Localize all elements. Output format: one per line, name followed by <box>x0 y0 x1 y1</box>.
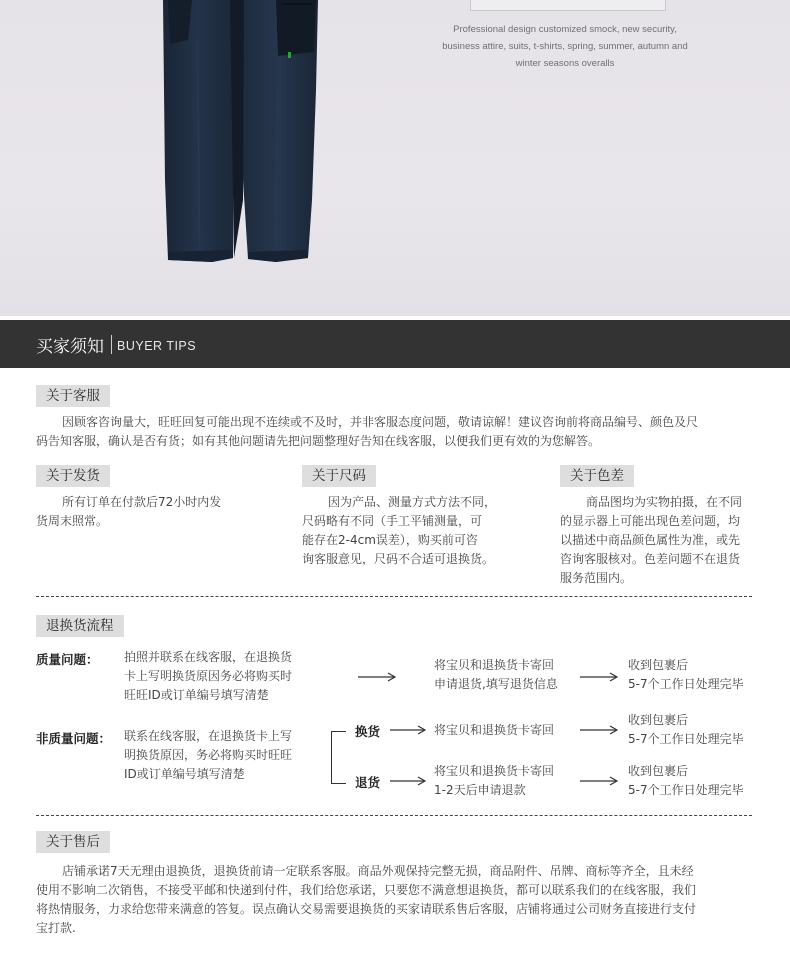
color-difference-line: 商品图均为实物拍摄，在不同 <box>586 495 743 509</box>
description-line: Professional design customized smock, new security, <box>453 24 677 35</box>
size-label: 关于尺码 <box>302 465 376 487</box>
shipping-line: 货周末照常。 <box>36 514 109 528</box>
quality-step2-line: 申请退货,填写退货信息 <box>434 677 558 691</box>
refund-step-processing <box>628 762 756 800</box>
arrow-right-icon <box>390 775 430 787</box>
quality-step-processing <box>628 656 756 694</box>
exchange-step3-line: 收到包裹后 <box>628 713 689 727</box>
quality-step3-line: 收到包裹后 <box>628 658 689 672</box>
non-quality-issue-desc <box>124 727 314 784</box>
product-image <box>0 0 790 316</box>
tips-subtitle: BUYER TIPS <box>117 339 197 353</box>
quality-desc-line: 拍照并联系在线客服，在退换货 <box>124 650 293 664</box>
after-sales-line: 使用不影响二次销售，不接受平邮和快递到付件，我们给您承诺，只要您不满意想退换货，都可以联系我们的在线客服，我们 <box>36 883 697 897</box>
buyer-tips-header <box>0 320 790 368</box>
returns-process-label: 退换货流程 <box>36 615 124 637</box>
after-sales-line: 将热情服务，力求给您带来满意的答复。误点确认交易需要退换货的买家请联系售后客服，店铺将通过公司财务直接进行支付 <box>36 902 697 916</box>
size-line: 尺码略有不同（手工平铺测量，可 <box>302 514 483 528</box>
quality-step2-line: 将宝贝和退换货卡寄回 <box>434 658 555 672</box>
title-divider <box>111 335 112 354</box>
quality-step-send-back <box>434 656 584 694</box>
product-description <box>420 21 710 72</box>
arrow-right-icon <box>580 671 620 683</box>
quality-desc-line: 旺旺ID或订单编号填写清楚 <box>124 688 269 702</box>
section-divider <box>36 815 752 816</box>
tips-title: 买家须知 <box>36 337 104 357</box>
size-text <box>302 493 512 569</box>
after-sales-text <box>36 862 758 938</box>
arrow-right-icon <box>580 724 620 736</box>
quality-issue-desc <box>124 648 314 705</box>
quality-desc-line: 卡上写明换货原因务必将购买时 <box>124 669 293 683</box>
non-quality-desc-line: 联系在线客服，在退换货卡上写 <box>124 729 293 743</box>
description-line: winter seasons overalls <box>515 58 615 69</box>
color-difference-line: 的显示器上可能出现色差问题，均 <box>560 514 741 528</box>
after-sales-line: 宝打款. <box>36 921 76 935</box>
refund-step2-line: 1-2天后申请退款 <box>434 783 526 797</box>
exchange-step3-line: 5-7个工作日处理完毕 <box>628 732 744 746</box>
color-difference-text <box>560 493 760 588</box>
refund-key: 退货 <box>355 775 381 790</box>
section-divider <box>36 596 752 597</box>
refund-step-send-back <box>434 762 584 800</box>
size-line: 询客服意见，尺码不合适可退换货。 <box>302 552 495 566</box>
arrow-right-icon <box>390 724 430 736</box>
refund-step3-line: 5-7个工作日处理完毕 <box>628 783 744 797</box>
customer-service-line: 因顾客咨询量大，旺旺回复可能出现不连续或不及时，并非客服态度问题，敬请谅解！建议咨询前将商品编号、颜色及尺 <box>62 415 699 429</box>
after-sales-label: 关于售后 <box>36 831 110 853</box>
refund-step3-line: 收到包裹后 <box>628 764 689 778</box>
quality-step3-line: 5-7个工作日处理完毕 <box>628 677 744 691</box>
exchange-key: 换货 <box>355 724 381 739</box>
exchange-step-send-back <box>434 721 584 740</box>
exchange-step2-line: 将宝贝和退换货卡寄回 <box>434 723 555 737</box>
size-line: 因为产品、测量方式方法不同， <box>328 495 497 509</box>
color-difference-line: 咨询客服核对。色差问题不在退货 <box>560 552 741 566</box>
arrow-right-icon <box>358 671 398 683</box>
after-sales-line: 店铺承诺7天无理由退换货，退换货前请一定联系客服。商品外观保持完整无损，商品附件、吊牌、商标等齐全，且未经 <box>62 864 694 878</box>
refund-step2-line: 将宝贝和退换货卡寄回 <box>434 764 555 778</box>
non-quality-desc-line: 明换货原因，务必将购买时旺旺 <box>124 748 293 762</box>
arrow-right-icon <box>580 775 620 787</box>
non-quality-issue-key: 非质量问题： <box>36 731 112 746</box>
shipping-text <box>36 493 246 531</box>
customer-service-text <box>36 413 758 451</box>
color-difference-line: 以描述中商品颜色属性为准，或先 <box>560 533 741 547</box>
description-line: business attire, suits, t-shirts, spring, summer, autumn and <box>442 41 688 52</box>
text-frame <box>470 0 666 11</box>
branch-bracket <box>331 731 346 784</box>
non-quality-desc-line: ID或订单编号填写清楚 <box>124 767 245 781</box>
customer-service-line: 码告知客服，确认是否有货；如有其他问题请先把问题整理好告知在线客服，以便我们更有效的为您解答。 <box>36 434 601 448</box>
quality-issue-key: 质量问题： <box>36 652 99 667</box>
shipping-line: 所有订单在付款后72小时内发 <box>62 495 222 509</box>
exchange-step-processing <box>628 711 756 749</box>
shipping-label: 关于发货 <box>36 465 110 487</box>
size-line: 能存在2-4cm误差），购买前可咨 <box>302 533 478 547</box>
color-difference-line: 服务范围内。 <box>560 571 633 585</box>
customer-service-label: 关于客服 <box>36 385 110 407</box>
color-difference-label: 关于色差 <box>560 465 634 487</box>
